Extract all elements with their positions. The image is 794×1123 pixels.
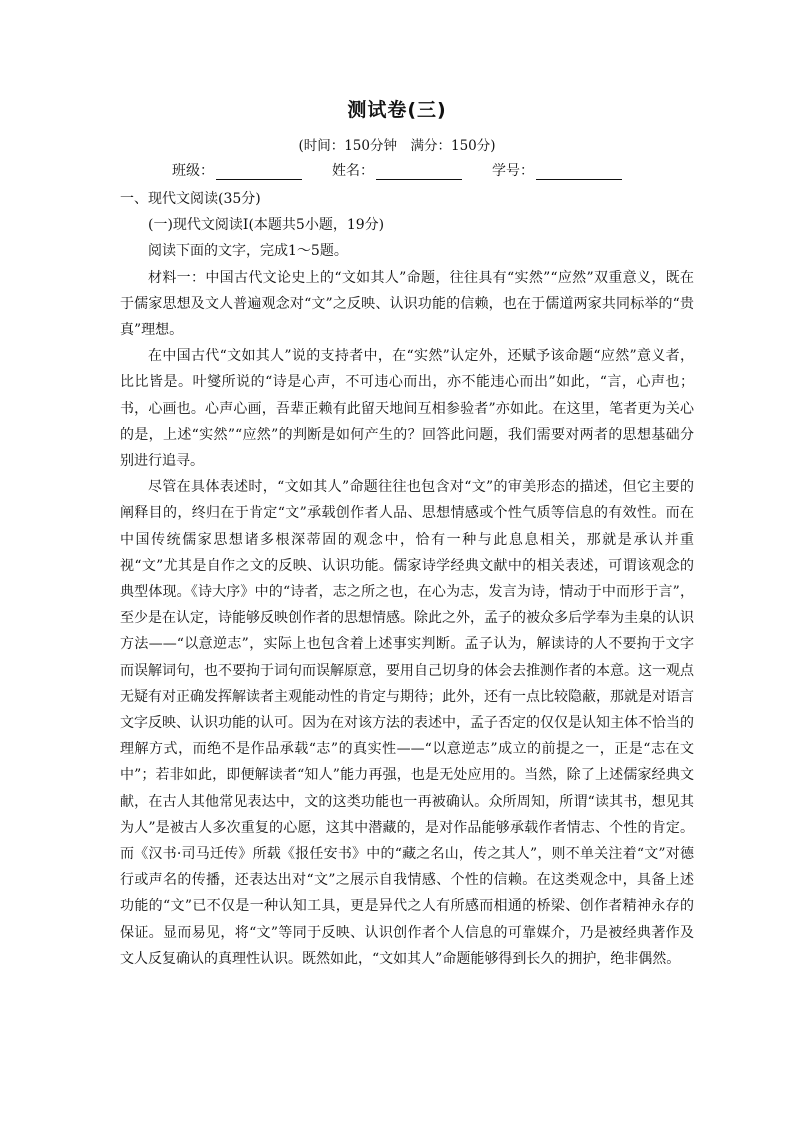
student-id-blank: [536, 165, 622, 180]
class-label: 班级：: [172, 163, 214, 179]
student-id-field: [492, 160, 622, 180]
paragraph: 尽管在具体表述时，“文如其人”命题往往也包含对“文”的审美形态的描述，但它主要的阐释目的，终归在于肯定“文”承载创作者人品、思想情感或个性气质等信息的有效性。而在中国传统儒家思想诸多根深蒂固的观念中，恰有一种与此息息相关，那就是承认并重视“文”尤其是自作之文的反映、认识功能。儒家诗学经典文献中的相关表述，可谓该观念的典型体现。《诗大序》中的“诗者，志之所之也，在心为志，发言为诗，情动于中而形于言”，至少是在认定，诗能够反映创作者的思想情感。除此之外，孟子的被众多后学奉为圭臬的认识方法——“以意逆志”，实际上也包含着上述事实判断。孟子认为，解读诗的人不要拘于文字而误解词句，也不要拘于词句而误解原意，要用自己切身的体会去推测作者的本意。这一观点无疑有对正确发挥解读者主观能动性的肯定与期待；此外，还有一点比较隐蔽，那就是对语言文字反映、认识功能的认可。因为在对该方法的表述中，孟子否定的仅仅是认知主体不恰当的理解方式，而绝不是作品承载“志”的真实性——“以意逆志”成立的前提之一，正是“志在文中”；若非如此，即便解读者“知人”能力再强，也是无处应用的。当然，除了上述儒家经典文献，在古人其他常见表达中，文的这类功能也一再被确认。众所周知，所谓“读其书，想见其为人”是被古人多次重复的心愿，这其中潜藏的，是对作品能够承载作者情志、个性的肯定。而《汉书·司马迁传》所载《报任安书》中的“藏之名山，传之其人”，则不单关注着“文”对德行或声名的传播，还表达出对“文”之展示自我情感、个性的信赖。在这类观念中，具备上述功能的“文”已不仅是一种认知工具，更是异代之人有所感而相通的桥梁、创作者精神永存的保证。显而易见，将“文”等同于反映、认识创作者个人信息的可靠媒介，乃是被经典著作及文人反复确认的真理性认识。既然如此，“文如其人”命题能够得到长久的拥护，绝非偶然。: [120, 479, 694, 967]
section-heading: 一、现代文阅读(35分): [120, 191, 261, 207]
name-field: [332, 160, 462, 180]
paragraph: 在中国古代“文如其人”说的支持者中，在“实然”认定外，还赋予该命题“应然”意义者，比比皆是。叶燮所说的“诗是心声，不可违心而出，亦不能违心而出”如此，“言，心声也；书，心画也。心声心画，吾辈正赖有此留天地间互相参验者”亦如此。在这里，笔者更为关心的是，上述“实然”“应然”的判断是如何产生的？回答此问题，我们需要对两者的思想基础分别进行追寻。: [120, 348, 694, 470]
student-id-label: 学号：: [492, 163, 534, 179]
paragraph: 材料一：中国古代文论史上的“文如其人”命题，往往具有“实然”“应然”双重意义，既在于儒家思想及文人普遍观念对“文”之反映、认识功能的信赖，也在于儒道两家共同标举的“贵真”理想。: [120, 269, 694, 339]
page-title: 测试卷(三): [347, 99, 447, 121]
class-field: [172, 160, 302, 180]
name-label: 姓名：: [332, 163, 374, 179]
name-blank: [376, 165, 462, 180]
class-blank: [216, 165, 302, 180]
exam-time-score: (时间：150分钟 满分：150分): [298, 138, 496, 154]
reading-instruction: 阅读下面的文字，完成1～5题。: [148, 243, 348, 260]
student-info-row: [0, 160, 794, 180]
section-subheading: (一)现代文阅读Ⅰ(本题共5小题，19分): [148, 217, 385, 234]
reading-content: [120, 186, 694, 972]
